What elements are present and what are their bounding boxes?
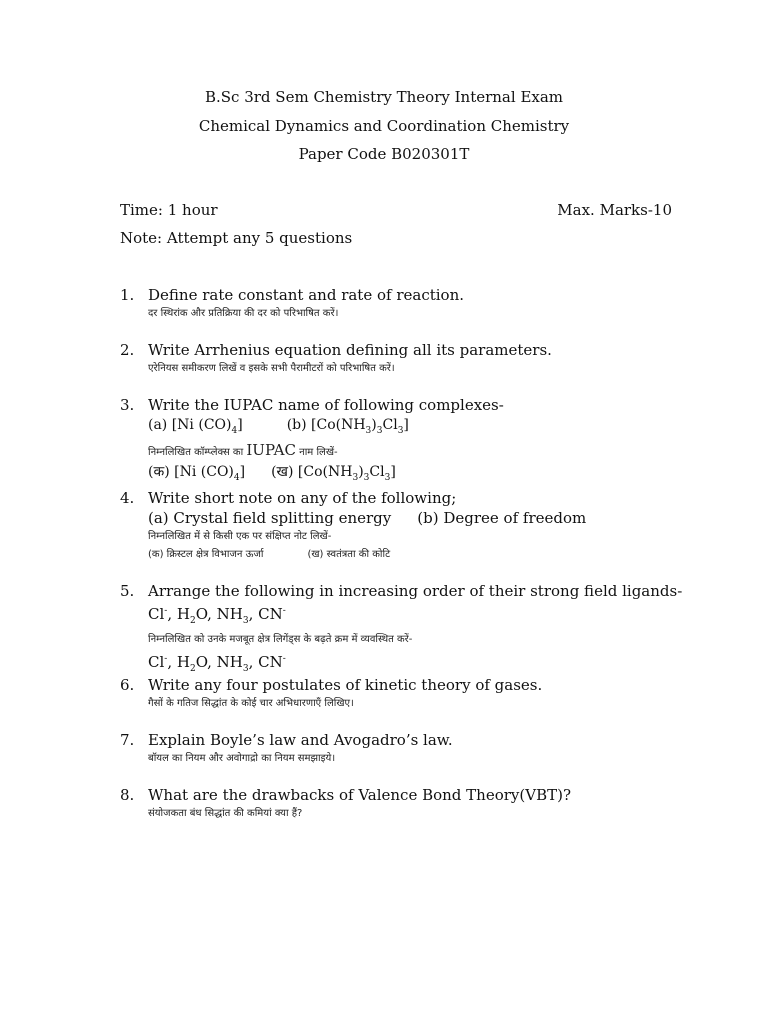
question-6 [120, 675, 700, 713]
time-limit: Time: 1 hour [120, 201, 218, 219]
question-text: Write short note on any of the following; [148, 489, 457, 507]
exam-title: B.Sc 3rd Sem Chemistry Theory Internal Exam [204, 88, 564, 106]
question-3 [120, 395, 700, 488]
ligand-list-hindi: Cl-, $H_2O$, $NH_3$, CN- [148, 653, 286, 674]
question-text-hindi: बॉयल का नियम और अवोगाद्रो का नियम समझाइये। [148, 753, 336, 764]
option-b-hindi: (ख) $[Co(NH_3)_3Cl_3]$ [271, 463, 396, 483]
question-number: 2. [120, 341, 135, 359]
question-2 [120, 340, 700, 378]
question-text: Write Arrhenius equation defining all its parameters. [148, 341, 552, 359]
complex-options-hindi [120, 462, 700, 488]
question-number: 1. [120, 286, 135, 304]
question-8 [120, 785, 700, 823]
subject-title: Chemical Dynamics and Coordination Chemistry [198, 117, 570, 135]
option-b: (b) Degree of freedom [417, 509, 587, 527]
question-text-hindi: गैसों के गतिज सिद्धांत के कोई चार अभिधारणाएँ लिखिए। [148, 698, 354, 709]
question-5 [120, 581, 700, 679]
question-text-hindi: संयोजकता बंध सिद्धांत की कमियां क्या हैं? [148, 808, 303, 819]
option-a-hindi: (क) [Ni $(CO)_4$] [148, 463, 246, 483]
paper-code: Paper Code B020301T [298, 145, 470, 163]
question-number: 4. [120, 489, 135, 507]
question-text: What are the drawbacks of Valence Bond Theory(VBT)? [148, 786, 572, 804]
short-note-options-hindi: (क) क्रिस्टल क्षेत्र विभाजन ऊर्जा (ख) स्वतंत्रता की कोटि [148, 549, 391, 560]
question-number: 7. [120, 731, 135, 749]
question-text-hindi: निम्नलिखित कॉम्प्लेक्स का IUPAC नाम लिखें- [148, 440, 338, 459]
question-7 [120, 730, 700, 768]
question-number: 8. [120, 786, 135, 804]
question-number: 3. [120, 396, 135, 414]
question-text: Arrange the following in increasing order of their strong field ligands- [148, 582, 683, 600]
question-text: Define rate constant and rate of reaction. [148, 286, 465, 304]
question-text-hindi: एरेनियस समीकरण लिखें व इसके सभी पैरामीटरों को परिभाषित करें। [148, 363, 395, 374]
question-text: Explain Boyle’s law and Avogadro’s law. [148, 731, 453, 749]
question-number: 5. [120, 582, 135, 600]
complex-options [120, 415, 700, 441]
option-b: (b) $[Co(NH_3)_3Cl_3]$ [286, 417, 409, 436]
question-text: Write any four postulates of kinetic theory of gases. [148, 676, 543, 694]
option-a: (a) [Ni $(CO)_4$] [148, 417, 243, 436]
short-note-options [120, 508, 700, 528]
question-number: 6. [120, 676, 135, 694]
question-text-hindi: निम्नलिखित में से किसी एक पर संक्षिप्त नोट लिखें- [148, 531, 332, 542]
max-marks: Max. Marks-10 [557, 201, 672, 219]
question-text-hindi: दर स्थिरांक और प्रतिक्रिया की दर को परिभाषित करें। [148, 308, 339, 319]
ligand-list: Cl-, $H_2O$, $NH_3$, CN- [148, 605, 286, 626]
question-text: Write the IUPAC name of following complexes- [148, 396, 504, 414]
option-a: (a) Crystal field splitting energy [148, 509, 392, 527]
question-4 [120, 488, 700, 564]
question-1 [120, 285, 700, 323]
instruction-note: Note: Attempt any 5 questions [120, 229, 353, 247]
question-text-hindi: निम्नलिखित को उनके मजबूत क्षेत्र लिगेंड्स के बढ़ते क्रम में व्यवस्थित करें- [148, 634, 413, 645]
